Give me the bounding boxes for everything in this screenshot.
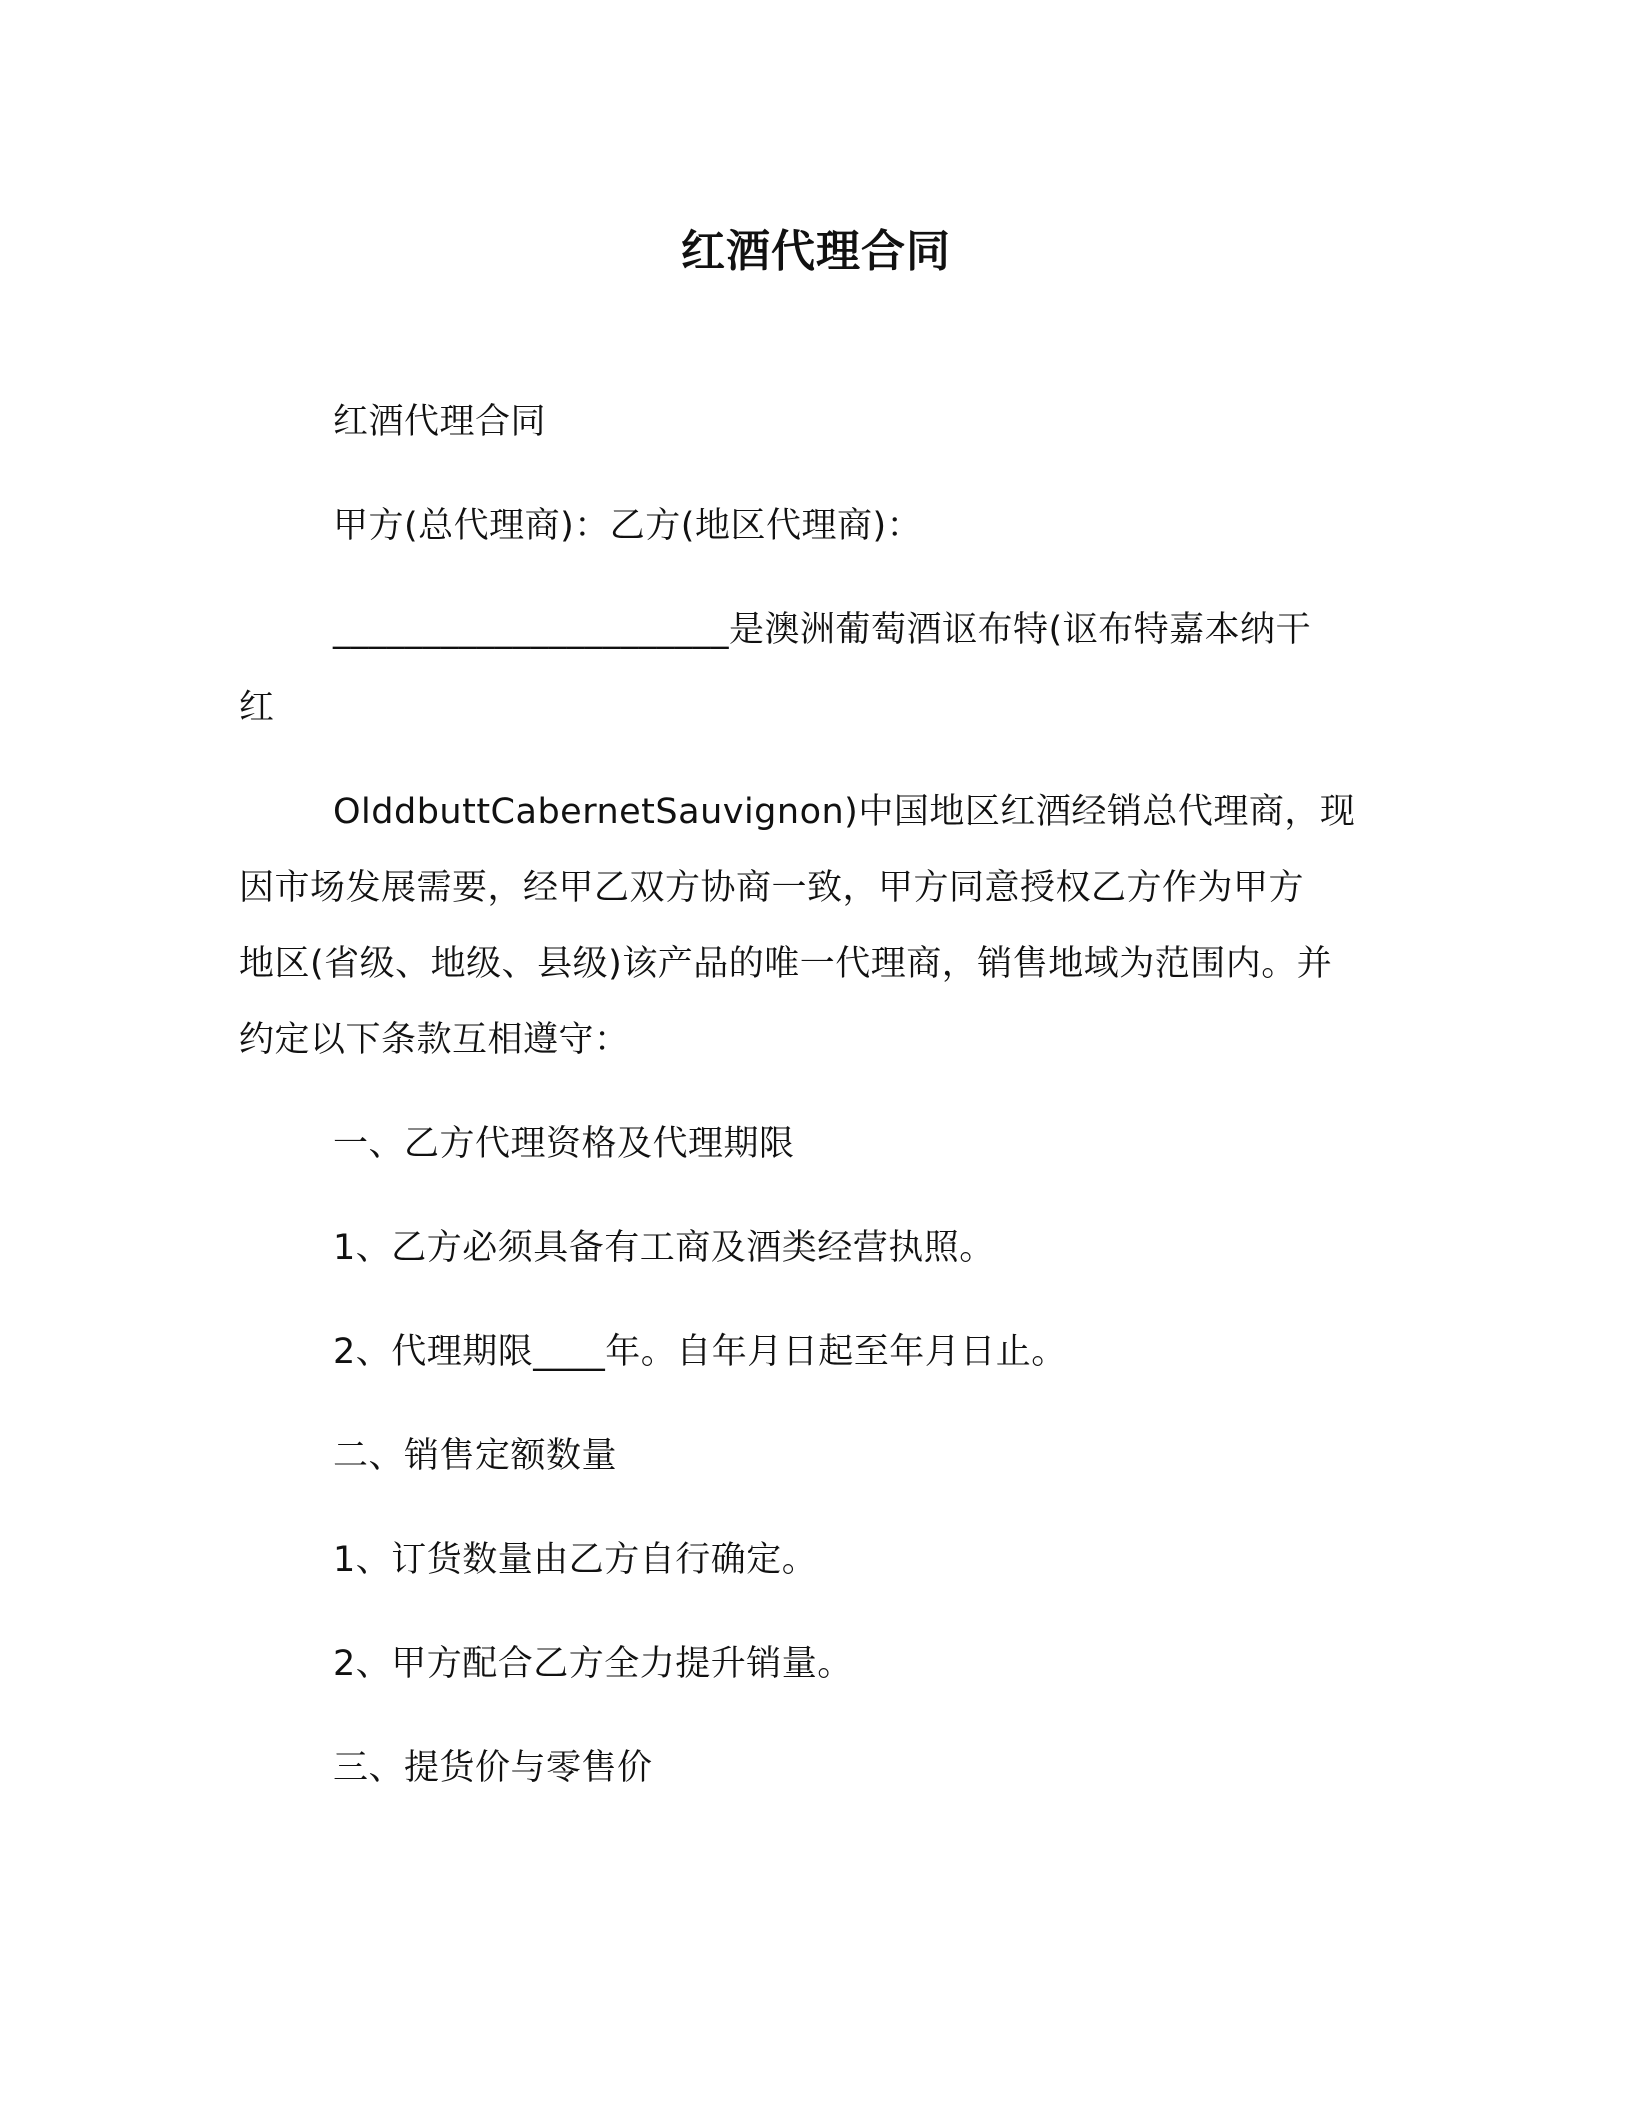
document-title: 红酒代理合同 (681, 226, 951, 277)
intro-line-6: 约定以下条款互相遵守： (239, 1020, 630, 1060)
intro-line-1: ______________________是澳洲葡萄酒讴布特(讴布特嘉本纳干 (333, 610, 1312, 650)
intro-line-3: OlddbuttCabernetSauvignon)中国地区红酒经销总代理商，现 (333, 792, 1356, 832)
clause-1-2: 2、代理期限____年。自年月日起至年月日止。 (333, 1332, 1067, 1372)
intro-line-2: 红 (239, 688, 275, 728)
subtitle-line: 红酒代理合同 (333, 402, 547, 442)
section-1-heading: 一、乙方代理资格及代理期限 (333, 1124, 795, 1164)
clause-2-1: 1、订货数量由乙方自行确定。 (333, 1540, 818, 1580)
clause-2-2: 2、甲方配合乙方全力提升销量。 (333, 1644, 853, 1684)
clause-1-1: 1、乙方必须具备有工商及酒类经营执照。 (333, 1228, 995, 1268)
intro-line-4: 因市场发展需要，经甲乙双方协商一致，甲方同意授权乙方作为甲方 (239, 868, 1305, 908)
intro-line-5: 地区(省级、地级、县级)该产品的唯一代理商，销售地域为范围内。并 (239, 944, 1333, 984)
section-3-heading: 三、提货价与零售价 (333, 1748, 653, 1788)
section-2-heading: 二、销售定额数量 (333, 1436, 618, 1476)
parties-line: 甲方(总代理商)：乙方(地区代理商)： (333, 506, 923, 546)
